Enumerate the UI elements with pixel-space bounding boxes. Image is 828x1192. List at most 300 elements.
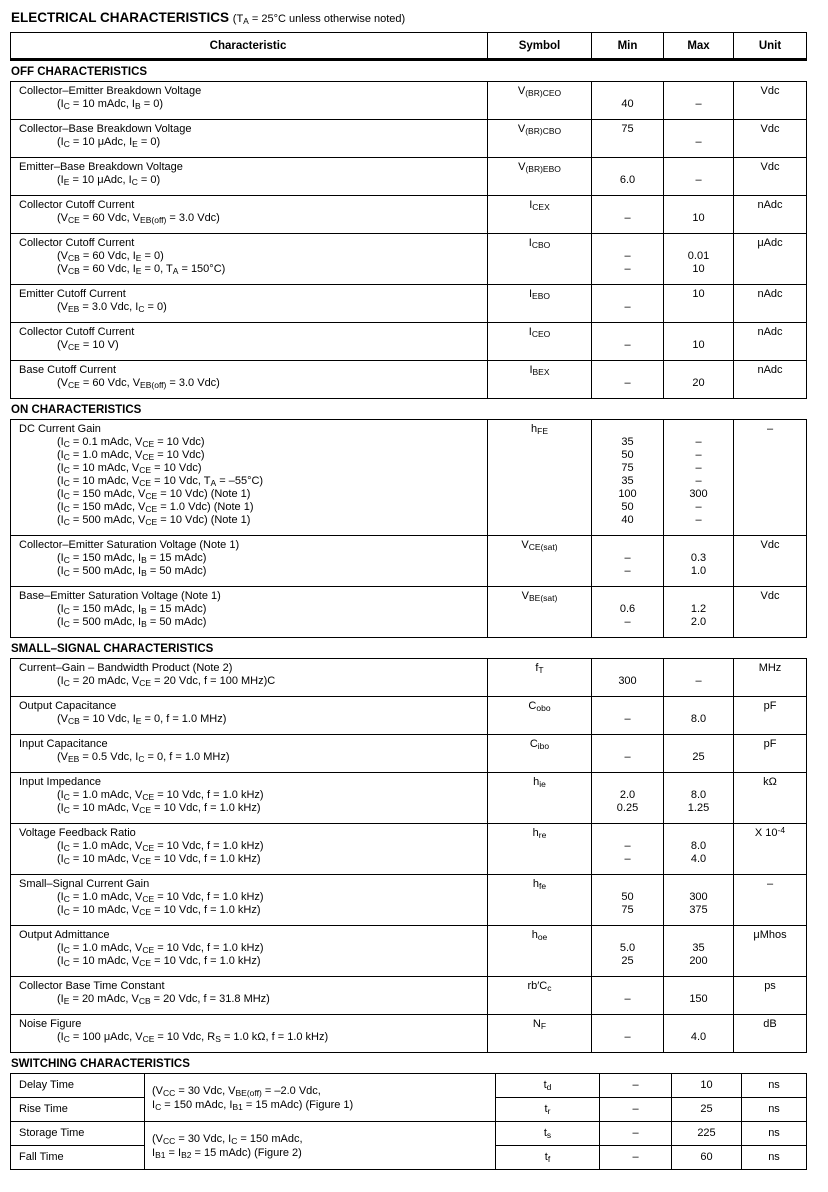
characteristic-name: Collector Cutoff Current [19,199,135,211]
characteristic-cell [11,536,487,586]
characteristic-name: Output Admittance [19,929,110,941]
min-value: – [632,1103,639,1115]
max-cell [663,285,733,322]
max-cell [663,82,733,119]
section-label: SMALL–SIGNAL CHARACTERISTICS [11,643,214,655]
condition-line: ($I_C = 10$ mAdc, $V_{CE} = 10$ Vdc, f = 1.0 kHz) [57,853,261,866]
condition-line: ($V_{CE} = 10$ V) [57,339,119,352]
symbol-value: $N_F$ [532,1018,547,1031]
unit-cell [733,697,806,734]
table-row [11,284,806,322]
characteristic-cell [11,158,487,195]
value-line [594,776,661,789]
symbol-value: $I_{CBO}$ [528,237,551,250]
value-line [666,237,731,250]
condition-line: ($I_E = 10$ μAdc, $I_C = 0$) [57,174,161,187]
section-table [10,419,807,638]
min-value: – [600,1122,671,1146]
symbol-value: $C_{ibo}$ [529,738,550,751]
condition-line: ($I_C = 10$ mAdc, $V_{CE} = 10$ Vdc, f = 1.0 kHz) [57,955,261,968]
characteristic-name: DC Current Gain [19,423,101,435]
symbol-cell [487,697,591,734]
condition-line: ($I_C = 500$ mAdc, $V_{CE} = 10$ Vdc) (Note 1) [57,514,251,527]
symbol-cell [487,1015,591,1052]
value-line: – [624,552,631,564]
value-line [666,301,731,314]
unit-cell [733,120,806,157]
parameter-name: Storage Time [11,1122,144,1146]
value-line: 0.6 [619,603,636,615]
condition-line: ($I_C = 150$ mAdc, $V_{CE} = 10$ Vdc) (Note 1) [57,488,251,501]
value-line: 25 [621,955,634,967]
value-line: 5.0 [619,942,636,954]
value-line [594,288,661,301]
characteristic-name: Emitter–Base Breakdown Voltage [19,161,183,173]
symbol-cell [487,361,591,398]
value-line: – [624,713,631,725]
characteristic-cell [11,120,487,157]
table-row [11,119,806,157]
value-line [666,123,731,136]
max-cell [663,536,733,586]
unit-cell [733,659,806,696]
title-note: ($T_A = 25^\circ C$ unless otherwise noted) [232,13,406,26]
characteristic-name: Noise Figure [19,1018,82,1030]
value-line: 40 [621,514,634,526]
table-row [11,420,806,535]
symbol-cell [487,234,591,284]
value-line: 75 [621,462,634,474]
symbol-cell [487,977,591,1014]
value-line: 35 [621,475,634,487]
min-cell [591,82,663,119]
value-line: – [695,475,702,487]
value-line [594,326,661,339]
characteristic-name: Base–Emitter Saturation Voltage (Note 1) [19,590,221,602]
value-line: – [624,301,631,313]
condition-line: $I_{B1} = I_{B2} = 15$ mAdc) (Figure 2) [152,1146,302,1160]
characteristic-name: Input Impedance [19,776,101,788]
max-cell [663,824,733,874]
symbol-value: $V_{BE(sat)}$ [521,590,558,603]
max-cell [663,1015,733,1052]
symbol-cell [487,773,591,823]
min-cell [591,120,663,157]
table-row [11,874,806,925]
condition-line: ($I_C = 1.0$ mAdc, $V_{CE} = 10$ Vdc, f = 1.0 kHz) [57,840,264,853]
column-header-max: Max [663,33,733,58]
value-line [594,136,661,149]
value-line [594,662,661,675]
value-line: 0.3 [690,552,707,564]
max-column [671,1122,741,1169]
value-line: 20 [692,377,705,389]
unit-cell [733,587,806,637]
table-header-row [11,33,806,58]
characteristic-cell [11,1015,487,1052]
value-line: 300 [689,488,708,500]
unit-cell [733,926,806,976]
unit-column [741,1074,806,1121]
value-line [666,929,731,942]
value-line: – [624,1031,631,1043]
value-line: 300 [689,891,708,903]
characteristic-name: Collector–Emitter Saturation Voltage (Note 1) [19,539,240,551]
unit-cell [733,977,806,1014]
symbol-value: $t_s$ [496,1122,599,1146]
condition-line: ($I_C = 10$ μAdc, $I_E = 0$) [57,136,161,149]
table-row [11,195,806,233]
value-line: 8.0 [690,840,707,852]
condition-line: ($I_C = 500$ mAdc, $I_B = 50$ mAdc) [57,565,207,578]
value-line [594,929,661,942]
table-row [11,586,806,637]
value-line [666,326,731,339]
condition-line: ($V_{CB} = 10$ Vdc, $I_E = 0$, f = 1.0 MHz) [57,713,227,726]
condition-line: ($I_C = 10$ mAdc, $I_B = 0$) [57,98,163,111]
column-header-min: Min [591,33,663,58]
symbol-cell [487,82,591,119]
max-cell [663,875,733,925]
value-line [594,199,661,212]
min-cell [591,285,663,322]
max-cell [663,697,733,734]
table-header [10,32,807,61]
value-line: – [695,449,702,461]
min-cell [591,234,663,284]
condition-line: ($V_{CE} = 60$ Vdc, $V_{EB(off)} = 3.0$ Vdc) [57,377,220,390]
min-cell [591,587,663,637]
min-cell [591,659,663,696]
characteristic-name: Collector–Emitter Breakdown Voltage [19,85,202,97]
section-table [10,81,807,399]
symbol-value: $h_{fe}$ [532,878,547,891]
characteristic-name: Collector Base Time Constant [19,980,165,992]
table-row [11,82,806,119]
unit-cell [733,361,806,398]
column-header-symbol: Symbol [487,33,591,58]
table-row [11,233,806,284]
table-row [11,976,806,1014]
symbol-cell [487,285,591,322]
characteristic-name: Small–Signal Current Gain [19,878,150,890]
value-line [594,1018,661,1031]
max-cell [663,323,733,360]
symbol-value: $I_{BEX}$ [529,364,550,377]
max-column [671,1074,741,1121]
value-line: 75 [621,904,634,916]
symbol-cell [487,587,591,637]
value-line: 6.0 [619,174,636,186]
table-row [11,696,806,734]
value-line: 10 [692,288,705,300]
condition-line: ($I_C = 0.1$ mAdc, $V_{CE} = 10$ Vdc) [57,436,205,449]
condition-line: ($I_C = 10$ mAdc, $V_{CE} = 10$ Vdc, $T_A = -55^\circ C$) [57,475,264,488]
value-line: 50 [621,891,634,903]
value-line: – [695,174,702,186]
switching-table [10,1073,807,1170]
value-line: – [624,993,631,1005]
symbol-column [495,1122,599,1169]
value-line: 0.25 [616,802,639,814]
characteristic-cell [11,196,487,233]
parameter-name-column [11,1074,144,1121]
unit-cell [733,875,806,925]
value-line: 1.2 [690,603,707,615]
section-table [10,658,807,1053]
condition-line: ($I_C = 1.0$ mAdc, $V_{CE} = 10$ Vdc, f = 1.0 kHz) [57,789,264,802]
value-line [666,423,731,436]
max-value: 60 [700,1151,713,1163]
condition-line: ($V_{CB} = 60$ Vdc, $I_E = 0$) [57,250,164,263]
value-line: 0.01 [687,250,710,262]
characteristic-cell [11,587,487,637]
max-cell [663,659,733,696]
unit-value: pF [763,738,777,750]
symbol-value: $I_{CEX}$ [529,199,550,212]
value-line: – [624,751,631,763]
max-cell [663,926,733,976]
section-label: OFF CHARACTERISTICS [11,66,148,78]
unit-column [741,1122,806,1169]
value-line: – [695,675,702,687]
unit-cell [733,196,806,233]
min-cell [591,323,663,360]
symbol-value: $V_{(BR)CBO}$ [517,123,562,136]
value-line: 200 [689,955,708,967]
value-line: 35 [692,942,705,954]
unit-value: Vdc [760,161,780,173]
symbol-cell [487,420,591,535]
min-cell [591,773,663,823]
value-line: 50 [621,501,634,513]
section-label: ON CHARACTERISTICS [11,404,142,416]
value-line [594,237,661,250]
min-cell [591,420,663,535]
section-label: SWITCHING CHARACTERISTICS [11,1058,190,1070]
unit-cell [733,234,806,284]
unit-value: ns [768,1103,780,1115]
value-line: 375 [689,904,708,916]
unit-value: ps [764,980,776,992]
min-cell [591,926,663,976]
value-line: 10 [692,212,705,224]
condition-line: ($I_C = 500$ mAdc, $I_B = 50$ mAdc) [57,616,207,629]
value-line [666,700,731,713]
value-line [594,980,661,993]
value-line [594,423,661,436]
condition-line: ($I_C = 150$ mAdc, $I_B = 15$ mAdc) [57,552,207,565]
characteristic-name: Collector Cutoff Current [19,326,135,338]
value-line: 300 [618,675,637,687]
value-line [594,85,661,98]
value-line: – [695,501,702,513]
characteristic-name: Emitter Cutoff Current [19,288,126,300]
value-line [666,776,731,789]
condition-line: ($I_E = 20$ mAdc, $V_{CB} = 20$ Vdc, f = 31.8 MHz) [57,993,270,1006]
unit-value: nAdc [757,288,783,300]
unit-value: Vdc [760,85,780,97]
min-value: – [632,1151,639,1163]
value-line [666,199,731,212]
condition-line: ($V_{CC} = 30$ Vdc, $V_{BE(off)} = -2.0$ Vdc, [152,1084,321,1098]
table-row [11,322,806,360]
value-line: – [624,377,631,389]
condition-line: ($V_{CE} = 60$ Vdc, $V_{EB(off)} = 3.0$ Vdc) [57,212,220,225]
symbol-cell [487,120,591,157]
unit-value: kΩ [763,776,777,788]
unit-value: pF [763,700,777,712]
unit-value: Vdc [760,123,780,135]
characteristic-cell [11,773,487,823]
table-row [11,734,806,772]
characteristic-cell [11,361,487,398]
characteristic-name: Collector Cutoff Current [19,237,135,249]
min-cell [591,875,663,925]
value-line: 8.0 [690,713,707,725]
characteristic-cell [11,697,487,734]
unit-cell [733,420,806,535]
value-line [666,364,731,377]
max-cell [663,234,733,284]
unit-cell [733,285,806,322]
min-cell [591,196,663,233]
characteristic-name: Input Capacitance [19,738,108,750]
symbol-cell [487,659,591,696]
unit-value: dB [763,1018,777,1030]
value-line [666,878,731,891]
max-cell [663,361,733,398]
table-row [11,535,806,586]
characteristic-cell [11,875,487,925]
unit-cell [733,824,806,874]
unit-value: ns [742,1074,806,1098]
value-line: – [624,339,631,351]
page-title [11,10,807,25]
condition-line: ($V_{EB} = 0.5$ Vdc, $I_C = 0$, f = 1.0 MHz) [57,751,230,764]
max-cell [663,977,733,1014]
unit-cell [733,82,806,119]
value-line [594,364,661,377]
table-row [11,823,806,874]
parameter-name: Rise Time [19,1103,68,1115]
symbol-cell [487,196,591,233]
value-line [666,662,731,675]
value-line: – [695,436,702,448]
max-value: 25 [700,1103,713,1115]
max-cell [663,735,733,772]
table-row [11,157,806,195]
characteristic-cell [11,824,487,874]
value-line: – [624,263,631,275]
unit-value: ns [768,1151,780,1163]
parameter-name: Delay Time [11,1074,144,1098]
max-cell [663,773,733,823]
min-cell [591,697,663,734]
value-line: 75 [621,123,634,135]
max-cell [663,587,733,637]
condition-cell [144,1122,495,1169]
min-cell [591,536,663,586]
value-line: 10 [692,263,705,275]
value-line [666,827,731,840]
unit-cell [733,536,806,586]
value-line: 1.25 [687,802,710,814]
symbol-value: $h_{ie}$ [533,776,546,789]
condition-line: ($V_{CC} = 30$ Vdc, $I_C = 150$ mAdc, [152,1132,303,1146]
characteristic-name: Output Capacitance [19,700,117,712]
value-line: 10 [692,339,705,351]
value-line [594,539,661,552]
max-value: 225 [672,1122,741,1146]
value-line: – [695,98,702,110]
unit-value: – [766,878,774,890]
value-line [594,590,661,603]
characteristic-cell [11,323,487,360]
characteristic-cell [11,234,487,284]
condition-line: ($I_C = 1.0$ mAdc, $V_{CE} = 10$ Vdc) [57,449,205,462]
condition-line: ($I_C = 1.0$ mAdc, $V_{CE} = 10$ Vdc, f = 1.0 kHz) [57,942,264,955]
unit-cell [733,158,806,195]
characteristic-cell [11,735,487,772]
title-text: ELECTRICAL CHARACTERISTICS [11,10,230,25]
characteristic-cell [11,659,487,696]
value-line: – [624,250,631,262]
value-line: 4.0 [690,1031,707,1043]
symbol-value: $h_{FE}$ [531,423,548,436]
value-line: 100 [618,488,637,500]
unit-value: – [766,423,774,435]
max-value: 10 [672,1074,741,1098]
condition-line: ($I_C = 150$ mAdc, $V_{CE} = 1.0$ Vdc) (Note 1) [57,501,254,514]
symbol-value: $C_{obo}$ [528,700,551,713]
symbol-cell [487,875,591,925]
condition-line: ($I_C = 10$ mAdc, $V_{CE} = 10$ Vdc, f = 1.0 kHz) [57,904,261,917]
value-line: – [624,565,631,577]
symbol-value: $I_{EBO}$ [528,288,550,301]
condition-line: ($I_C = 100$ μAdc, $V_{CE} = 10$ Vdc, $R_S = 1.0$ kΩ, f = 1.0 kHz) [57,1031,329,1044]
characteristic-cell [11,420,487,535]
value-line [666,1018,731,1031]
table-row [11,360,806,398]
value-line: 50 [621,449,634,461]
table-row [11,925,806,976]
characteristic-name: Current–Gain – Bandwidth Product (Note 2) [19,662,233,674]
unit-value: μAdc [757,237,783,249]
value-line: – [695,514,702,526]
condition-line: ($I_C = 1.0$ mAdc, $V_{CE} = 10$ Vdc, f = 1.0 kHz) [57,891,264,904]
unit-value: nAdc [757,364,783,376]
value-line [594,827,661,840]
value-line: 4.0 [690,853,707,865]
min-cell [591,977,663,1014]
min-cell [591,824,663,874]
symbol-cell [487,824,591,874]
symbol-value: $V_{(BR)EBO}$ [518,161,561,174]
value-line [594,700,661,713]
value-line: 25 [692,751,705,763]
symbol-value: $V_{CE(sat)}$ [521,539,558,552]
value-line: – [624,840,631,852]
condition-line: $I_C = 150$ mAdc, $I_{B1} = 15$ mAdc) (Figure 1) [152,1098,354,1112]
table-row [11,1014,806,1052]
characteristic-cell [11,82,487,119]
characteristic-cell [11,285,487,322]
min-cell [591,158,663,195]
value-line: 1.0 [690,565,707,577]
characteristic-cell [11,977,487,1014]
value-line [666,590,731,603]
